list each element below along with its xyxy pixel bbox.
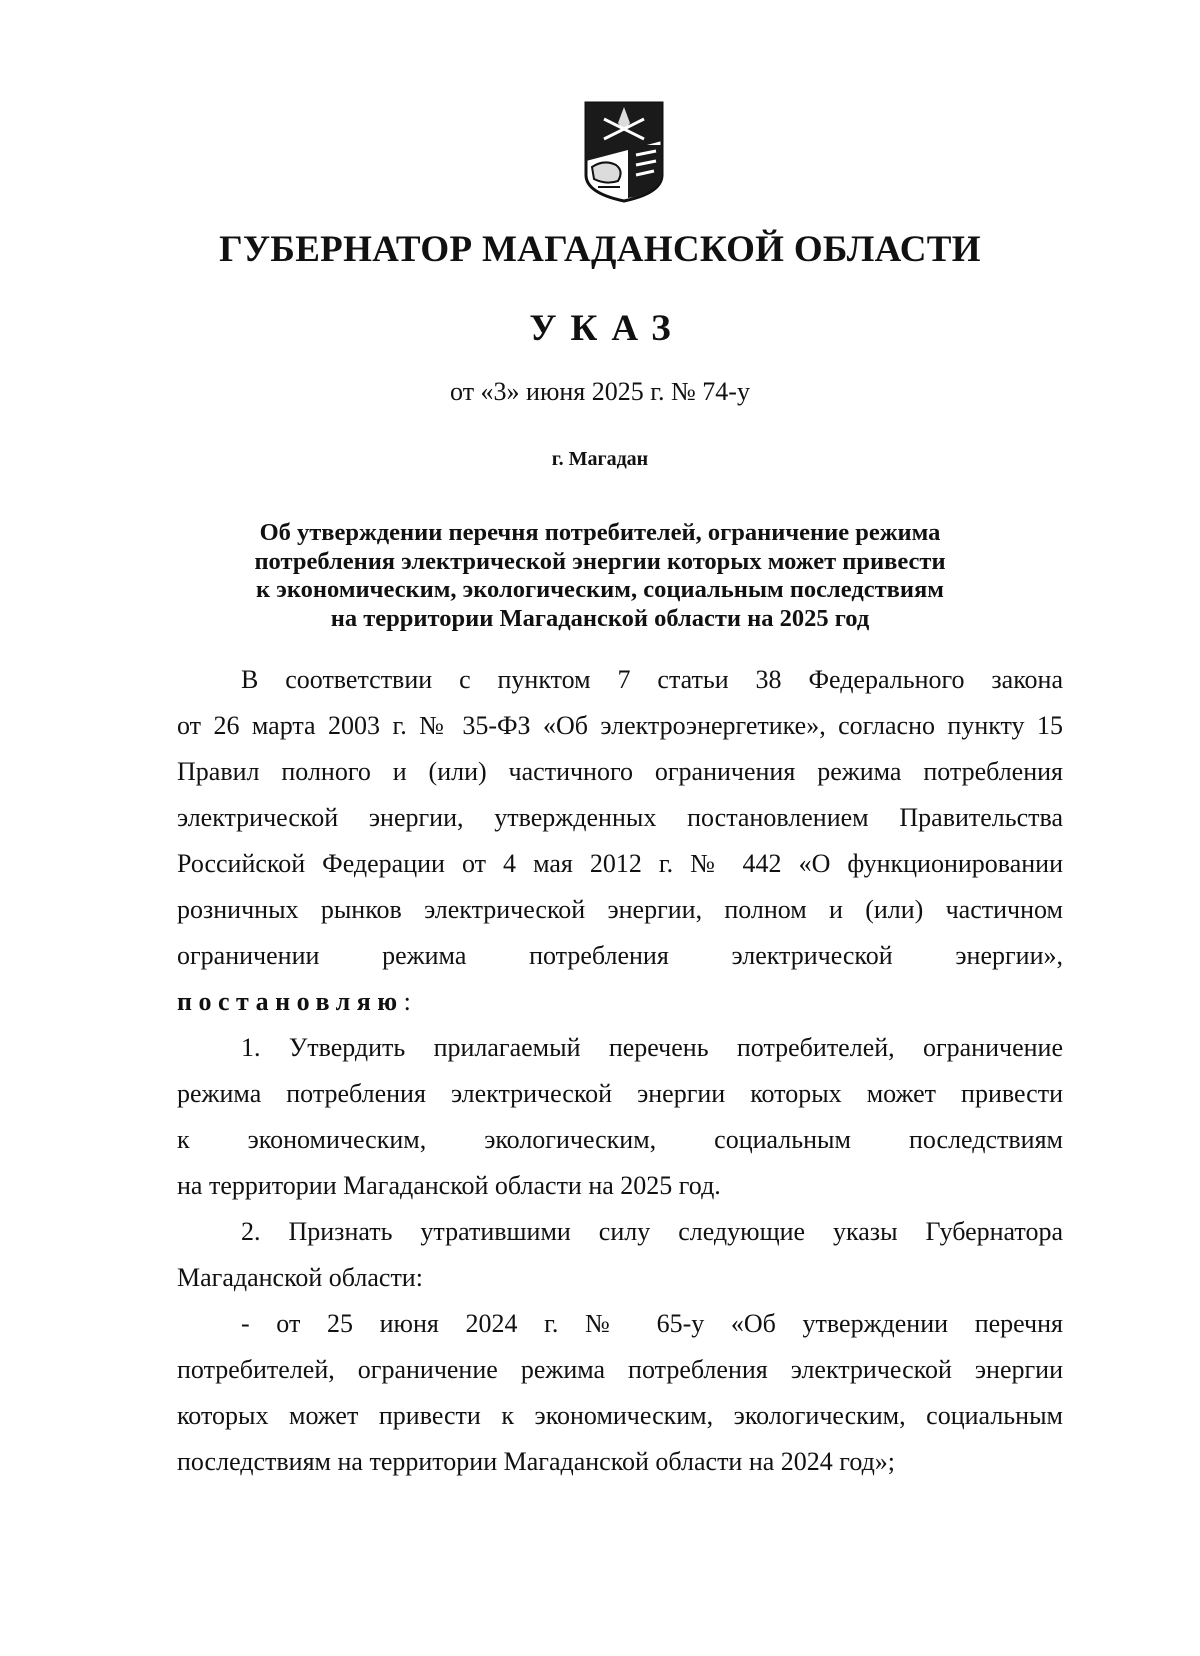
resolve-colon: : xyxy=(403,987,411,1016)
preamble-line: электрической энергии, утвержденных постановлением Правительства xyxy=(177,803,1063,832)
issue-place: г. Магадан xyxy=(551,448,649,470)
preamble-line: Российской Федерации от 4 мая 2012 г. № 442 «О функционировании xyxy=(177,849,1063,878)
sub-item-line: потребителей, ограничение режима потребления электрической энергии xyxy=(177,1355,1063,1384)
item-1-line: режима потребления электрической энергии которых может привести xyxy=(177,1079,1063,1108)
decree-date-number: от «3» июня 2025 г. № 74-у xyxy=(450,377,750,406)
decree-title xyxy=(0,519,1200,633)
preamble-line: В соответствии с пунктом 7 статьи 38 Федерального закона xyxy=(241,665,1063,694)
item-1-line: к экономическим, экологическим, социальным последствиям xyxy=(177,1125,1063,1154)
item-1-line: на территории Магаданской области на 2025 год. xyxy=(177,1171,721,1200)
item-2-line: Магаданской области: xyxy=(177,1263,423,1292)
title-line: Об утверждении перечня потребителей, ограничение режима xyxy=(259,519,941,546)
sub-item-line: - от 25 июня 2024 г. № 65-у «Об утверждении перечня xyxy=(241,1309,1063,1338)
title-line: к экономическим, экологическим, социальным последствиям xyxy=(256,576,944,603)
document-type: УКАЗ xyxy=(529,308,685,349)
item-2-line: 2. Признать утратившими силу следующие указы Губернатора xyxy=(241,1217,1063,1246)
title-line: потребления электрической энергии которых может привести xyxy=(254,547,946,575)
coat-of-arms-icon xyxy=(584,101,664,203)
sub-item-line: которых может привести к экономическим, экологическим, социальным xyxy=(177,1401,1063,1430)
preamble-line: ограничении режима потребления электрической энергии», xyxy=(177,941,1063,970)
resolve-line xyxy=(177,986,1063,1018)
item-1-line: 1. Утвердить прилагаемый перечень потребителей, ограничение xyxy=(241,1033,1063,1062)
sub-item-line: последствиям на территории Магаданской области на 2024 год»; xyxy=(177,1447,896,1476)
title-line: на территории Магаданской области на 2025 год xyxy=(330,604,870,632)
authority-heading: ГУБЕРНАТОР МАГАДАНСКОЙ ОБЛАСТИ xyxy=(219,229,981,270)
resolve-word: постановляю xyxy=(177,987,404,1016)
preamble-line: Правил полного и (или) частичного ограничения режима потребления xyxy=(177,757,1063,786)
preamble-line: розничных рынков электрической энергии, полном и (или) частичном xyxy=(177,895,1063,924)
preamble-line: от 26 марта 2003 г. № 35-ФЗ «Об электроэнергетике», согласно пункту 15 xyxy=(177,711,1063,740)
